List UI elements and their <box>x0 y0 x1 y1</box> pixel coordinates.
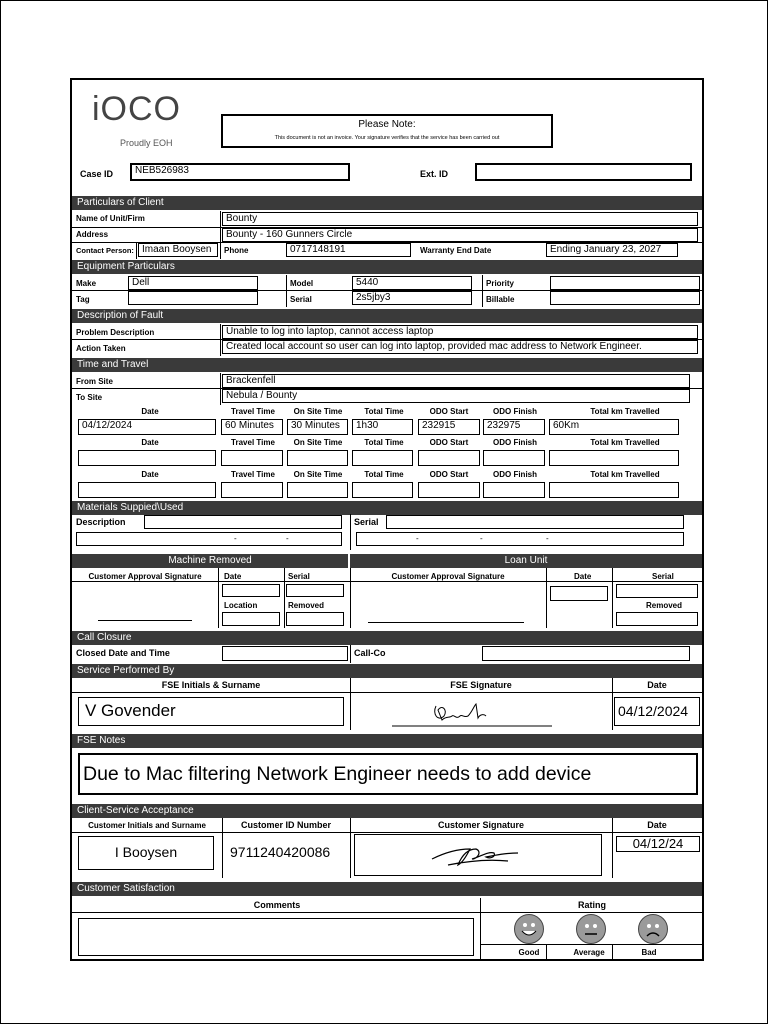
loan-serial-label: Serial <box>652 572 674 581</box>
travel-header-total-km: Total km Travelled <box>590 438 660 447</box>
phone-field[interactable]: 0717148191 <box>286 243 411 257</box>
travel-header-travel-time: Travel Time <box>231 407 275 416</box>
rating-label: Rating <box>578 900 606 910</box>
loan-approval-signature-label: Customer Approval Signature <box>391 572 505 581</box>
travel-row3-travel-time[interactable] <box>221 482 283 498</box>
section-particulars-of-client: Particulars of Client <box>72 196 702 210</box>
travel-header-odo-start: ODO Start <box>429 407 469 416</box>
customer-signature-image <box>358 835 602 873</box>
customer-id-label: Customer ID Number <box>240 820 331 830</box>
loan-unit-title: Loan Unit <box>504 555 548 566</box>
to-site-field[interactable]: Nebula / Bounty <box>222 389 690 403</box>
materials-serial-label: Serial <box>354 517 379 527</box>
travel-header-total-time: Total Time <box>364 407 404 416</box>
serial-label: Serial <box>290 295 312 304</box>
customer-date-label: Date <box>647 820 667 830</box>
section-time-and-travel: Time and Travel <box>72 358 702 372</box>
section-loan-unit <box>350 554 702 568</box>
contact-person-label: Contact Person: <box>76 246 134 255</box>
machine-serial-label: Serial <box>288 572 310 581</box>
fse-initials-field[interactable]: V Govender <box>78 697 344 726</box>
section-machine-removed <box>72 554 348 568</box>
fse-initials-label: FSE Initials & Surname <box>161 680 261 690</box>
section-description-of-fault: Description of Fault <box>72 309 702 323</box>
logo-tagline: Proudly EOH <box>120 138 173 148</box>
bad-label: Bad <box>641 948 657 957</box>
travel-header-date: Date <box>141 470 159 479</box>
warranty-end-date-label: Warranty End Date <box>420 246 492 255</box>
travel-header-odo-start: ODO Start <box>429 438 469 447</box>
make-field[interactable]: Dell <box>128 276 258 290</box>
travel-row2-date[interactable] <box>78 450 216 466</box>
section-call-closure: Call Closure <box>72 631 702 645</box>
closed-date-time-label: Closed Date and Time <box>76 648 170 658</box>
travel-header-travel-time: Travel Time <box>231 438 275 447</box>
materials-serial-field-2[interactable] <box>356 532 684 546</box>
ioco-logo: iOCO <box>92 90 181 128</box>
section-fse-notes: FSE Notes <box>72 734 702 748</box>
section-equipment-particulars: Equipment Particulars <box>72 260 702 274</box>
loan-serial-field[interactable] <box>616 584 698 598</box>
machine-serial-field[interactable] <box>286 584 344 597</box>
serial-field[interactable]: 2s5jby3 <box>352 291 472 305</box>
machine-location-label: Location <box>224 601 258 610</box>
travel-row2-total-km[interactable] <box>549 450 679 466</box>
case-id-field[interactable]: NEB526983 <box>130 163 350 181</box>
average-label: Average <box>573 948 605 957</box>
fse-signature-image <box>392 698 552 728</box>
travel-row3-total-time[interactable] <box>352 482 413 498</box>
service-form <box>70 78 704 961</box>
call-co-field[interactable] <box>482 646 690 661</box>
dash: - <box>546 534 549 543</box>
travel-header-date: Date <box>141 407 159 416</box>
tag-field[interactable] <box>128 291 258 305</box>
travel-header-odo-finish: ODO Finish <box>493 407 537 416</box>
fse-date-label: Date <box>647 680 667 690</box>
travel-header-travel-time: Travel Time <box>231 470 275 479</box>
address-field[interactable]: Bounty - 160 Gunners Circle <box>222 228 698 242</box>
section-service-performed-by: Service Performed By <box>72 664 702 678</box>
travel-row3-total-km[interactable] <box>549 482 679 498</box>
ext-id-label: Ext. ID <box>420 169 449 179</box>
travel-header-odo-finish: ODO Finish <box>493 470 537 479</box>
machine-removed-label: Removed <box>288 601 325 610</box>
travel-header-total-km: Total km Travelled <box>590 407 660 416</box>
good-face-icon[interactable] <box>514 914 544 944</box>
travel-header-date: Date <box>141 438 159 447</box>
loan-removed-field[interactable] <box>616 612 698 626</box>
address-label: Address <box>76 230 109 239</box>
section-customer-satisfaction: Customer Satisfaction <box>72 882 702 896</box>
please-note-text: This document is not an invoice. Your signature verifies that the service has been carried out <box>274 135 500 141</box>
action-taken-field[interactable]: Created local account so user can log into laptop, provided mac address to Network Engineer. <box>222 340 698 354</box>
travel-header-total-km: Total km Travelled <box>590 470 660 479</box>
travel-row2-travel-time[interactable] <box>221 450 283 466</box>
travel-row2-on-site-time[interactable] <box>287 450 348 466</box>
contact-person-field[interactable]: Imaan Booysen <box>138 243 218 257</box>
model-field[interactable]: 5440 <box>352 276 472 290</box>
dash: - <box>480 534 483 543</box>
customer-signature-field[interactable] <box>354 834 602 876</box>
materials-description-field-2[interactable] <box>76 532 342 546</box>
section-materials-supplied: Materials Suppied\Used <box>72 501 702 515</box>
travel-row1-travel-time[interactable]: 60 Minutes <box>221 419 283 435</box>
comments-label: Comments <box>253 900 301 910</box>
action-taken-label: Action Taken <box>76 344 126 353</box>
please-note-box <box>221 114 553 148</box>
materials-description-field[interactable] <box>144 515 342 529</box>
materials-description-label: Description <box>76 517 126 527</box>
customer-id-field[interactable]: 9711240420086 <box>230 844 331 860</box>
travel-header-on-site-time: On Site Time <box>293 470 343 479</box>
model-label: Model <box>290 279 314 288</box>
machine-date-field[interactable] <box>222 584 280 597</box>
travel-header-total-time: Total Time <box>364 470 404 479</box>
travel-row1-odo-finish[interactable]: 232975 <box>483 419 545 435</box>
priority-field[interactable] <box>550 276 700 290</box>
name-of-unit-field[interactable]: Bounty <box>222 212 698 226</box>
loan-date-label: Date <box>574 572 592 581</box>
travel-row1-date[interactable]: 04/12/2024 <box>78 419 216 435</box>
billable-label: Billable <box>486 295 515 304</box>
dash: - <box>416 534 419 543</box>
travel-row2-total-time[interactable] <box>352 450 413 466</box>
materials-serial-field[interactable] <box>386 515 684 529</box>
loan-date-field[interactable] <box>550 586 608 601</box>
from-site-field[interactable]: Brackenfell <box>222 374 690 388</box>
travel-row2-odo-start[interactable] <box>418 450 480 466</box>
travel-header-on-site-time: On Site Time <box>293 438 343 447</box>
travel-row3-odo-finish[interactable] <box>483 482 545 498</box>
travel-header-on-site-time: On Site Time <box>293 407 343 416</box>
good-label: Good <box>518 948 540 957</box>
please-note-title: Please Note: <box>358 119 416 130</box>
from-site-label: From Site <box>76 377 113 386</box>
problem-description-field[interactable]: Unable to log into laptop, cannot access laptop <box>222 325 698 339</box>
travel-row3-date[interactable] <box>78 482 216 498</box>
machine-approval-signature-label: Customer Approval Signature <box>88 572 202 581</box>
fse-notes-field[interactable]: Due to Mac filtering Network Engineer needs to add device <box>78 753 698 795</box>
travel-row2-odo-finish[interactable] <box>483 450 545 466</box>
case-id-label: Case ID <box>80 169 114 179</box>
travel-row1-on-site-time[interactable]: 30 Minutes <box>287 419 348 435</box>
to-site-label: To Site <box>76 393 103 402</box>
dash: - <box>286 534 289 543</box>
travel-row1-odo-start[interactable]: 232915 <box>418 419 480 435</box>
problem-description-label: Problem Description <box>76 328 155 337</box>
customer-signature-label: Customer Signature <box>437 820 524 830</box>
warranty-end-date-field[interactable]: Ending January 23, 2027 <box>546 243 678 257</box>
customer-initials-field[interactable]: I Booysen <box>78 836 214 870</box>
travel-row3-on-site-time[interactable] <box>287 482 348 498</box>
travel-header-odo-finish: ODO Finish <box>493 438 537 447</box>
make-label: Make <box>76 279 97 288</box>
average-face-icon[interactable] <box>576 914 606 944</box>
travel-row1-total-km[interactable]: 60Km <box>549 419 679 435</box>
fse-signature-label: FSE Signature <box>450 680 512 690</box>
section-client-service-acceptance: Client-Service Acceptance <box>72 804 702 818</box>
bad-face-icon[interactable] <box>638 914 668 944</box>
billable-field[interactable] <box>550 291 700 305</box>
travel-header-total-time: Total Time <box>364 438 404 447</box>
dash: - <box>234 534 237 543</box>
priority-label: Priority <box>486 279 515 288</box>
customer-initials-label: Customer Initials and Surname <box>88 821 206 830</box>
machine-removed-field[interactable] <box>286 612 344 626</box>
travel-header-odo-start: ODO Start <box>429 470 469 479</box>
travel-row3-odo-start[interactable] <box>418 482 480 498</box>
closed-date-time-field[interactable] <box>222 646 348 661</box>
name-of-unit-label: Name of Unit/Firm <box>76 214 145 223</box>
fse-date-field[interactable]: 04/12/2024 <box>614 697 700 726</box>
ext-id-field[interactable] <box>475 163 692 181</box>
phone-label: Phone <box>224 246 249 255</box>
travel-row1-total-time[interactable]: 1h30 <box>352 419 413 435</box>
loan-removed-label: Removed <box>646 601 683 610</box>
machine-location-field[interactable] <box>222 612 280 626</box>
machine-date-label: Date <box>224 572 242 581</box>
machine-removed-title: Machine Removed <box>168 555 252 566</box>
tag-label: Tag <box>76 295 90 304</box>
customer-date-field[interactable]: 04/12/24 <box>616 836 700 852</box>
call-co-label: Call-Co <box>354 648 386 658</box>
comments-field[interactable] <box>78 918 474 956</box>
